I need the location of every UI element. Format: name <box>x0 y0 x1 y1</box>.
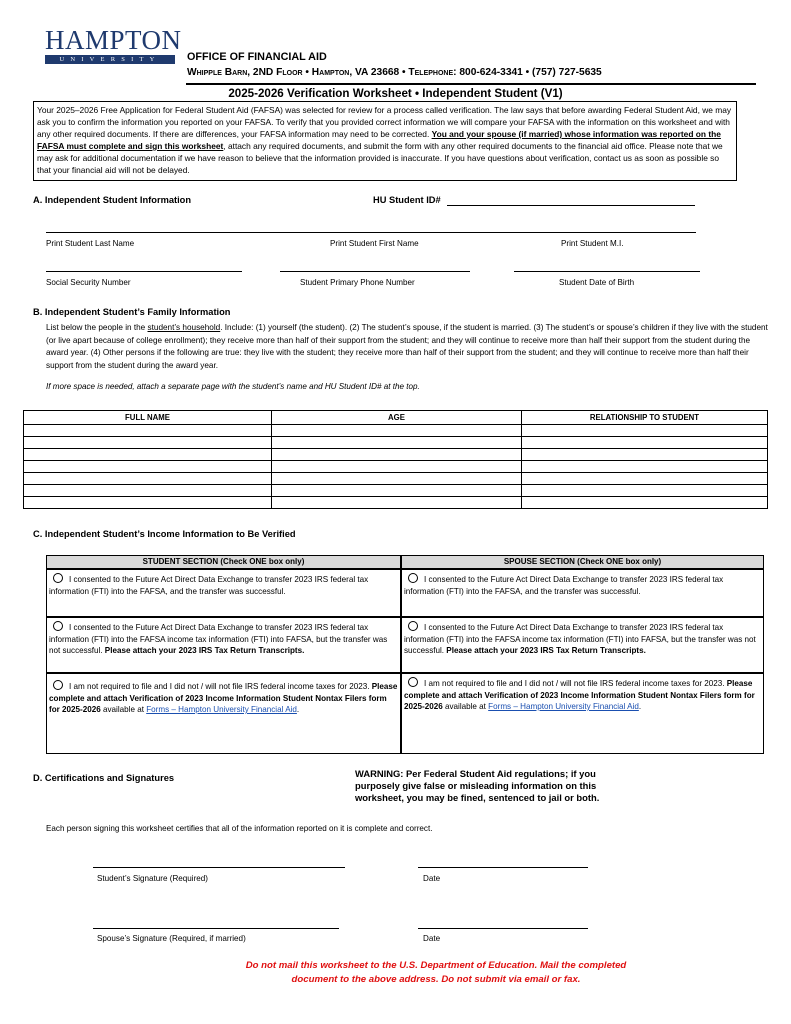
hu-id-label: HU Student ID# <box>373 195 441 205</box>
family-table <box>23 410 768 509</box>
first-name-label: Print Student First Name <box>330 239 419 248</box>
spouse-option-2-radio[interactable] <box>408 621 418 631</box>
student-option-2-radio[interactable] <box>53 621 63 631</box>
footer-line-2: document to the above address. Do not submit via email or fax. <box>291 974 581 985</box>
spouse-option-2-bold: Please attach your 2023 IRS Tax Return Transcripts. <box>446 646 646 655</box>
spouse-option-3-avail: available at <box>442 702 489 711</box>
spouse-option-3-radio[interactable] <box>408 677 418 687</box>
table-row[interactable] <box>24 473 768 485</box>
spouse-option-2-text: I consented to the Future Act Direct Data Exchange to transfer 2023 IRS federal tax information (FTI) into the FAFSA income tax information (FTI) into FAFSA, but the transfer was not successful. <box>404 623 756 655</box>
section-a-title: A. Independent Student Information <box>33 195 192 205</box>
student-option-3-text: I am not required to file and I did not / will not file IRS federal income taxes for 2023. <box>69 682 372 691</box>
student-date-label: Date <box>423 874 441 883</box>
table-row[interactable] <box>24 449 768 461</box>
dob-label: Student Date of Birth <box>559 278 635 287</box>
intro-bold: You and your spouse (if married) whose information was reported on the FAFSA must complete and sign this worksheet <box>37 129 721 151</box>
ssn-field[interactable] <box>46 271 242 272</box>
table-row[interactable] <box>24 461 768 473</box>
spouse-option-1-text: I consented to the Future Act Direct Data Exchange to transfer 2023 IRS federal tax information (FTI) into the FAFSA, and the transfer was successful. <box>404 575 724 596</box>
student-option-3-bold: Please complete and attach Verification of 2023 Income Information Student Nontax Filers form for 2025-2026 <box>49 682 398 714</box>
student-option-1-text: I consented to the Future Act Direct Data Exchange to transfer 2023 IRS federal tax information (FTI) into the FAFSA, and the transfer was successful. <box>49 575 369 596</box>
ssn-label: Social Security Number <box>46 278 131 287</box>
logo-name: HAMPTON <box>45 25 182 55</box>
col-relationship: RELATIONSHIP TO STUDENT <box>522 411 768 425</box>
phone-field[interactable] <box>280 271 470 272</box>
header-rule <box>186 83 756 85</box>
certify-text: Each person signing this worksheet certifies that all of the information reported on it is complete and correct. <box>46 824 433 833</box>
section-b-text: . Include: (1) yourself (the student). (2) The student’s spouse, if the student is married. (3) The student’s or spouse’s children if they live with the student (or live apart because of college enrollment); they receive more than half of their support from the student; and they will continue to receive more than half their support from the student during the award year. (4) Other persons if the following are true: they live with the student; they receive more than half of their support from the student; and they will continue to receive more than half their support from the student during the award year. <box>46 323 768 370</box>
footer-line-1: Do not mail this worksheet to the U.S. Department of Education. Mail the completed <box>245 960 627 971</box>
student-signature-label: Student’s Signature (Required) <box>97 874 208 883</box>
table-row[interactable] <box>24 485 768 497</box>
family-table-header <box>24 411 768 425</box>
hu-id-field[interactable] <box>447 205 695 206</box>
student-option-1[interactable] <box>46 569 401 617</box>
section-b-title: B. Independent Student’s Family Information <box>33 307 231 317</box>
logo-sub: UNIVERSITY <box>45 55 175 64</box>
student-forms-link[interactable]: Forms – Hampton University Financial Aid <box>146 705 297 714</box>
student-signature-field[interactable] <box>93 867 345 868</box>
section-b-note: If more space is needed, attach a separate page with the student’s name and HU Student ID# at the top. <box>46 382 420 391</box>
warning-text: WARNING: Per Federal Student Aid regulations; if you purposely give false or misleading information on this worksheet, you may be fined, sentenced to jail or both. <box>355 768 600 803</box>
student-section-header: STUDENT SECTION (Check ONE box only) <box>46 555 401 569</box>
office-name: OFFICE OF FINANCIAL AID <box>187 51 327 63</box>
student-option-3-avail: available at <box>100 705 147 714</box>
section-b-instructions <box>46 322 768 372</box>
last-name-label: Print Student Last Name <box>46 239 135 248</box>
page-title: 2025-2026 Verification Worksheet • Independent Student (V1) <box>228 87 563 100</box>
spouse-date-field[interactable] <box>418 928 588 929</box>
section-d-title: D. Certifications and Signatures <box>33 773 175 783</box>
spouse-option-3-end: . <box>638 702 642 711</box>
table-row[interactable] <box>24 497 768 509</box>
student-date-field[interactable] <box>418 867 588 868</box>
dob-field[interactable] <box>514 271 700 272</box>
student-option-2-text: I consented to the Future Act Direct Data Exchange to transfer 2023 IRS federal tax information (FTI) into the FAFSA income tax information (FTI) into FAFSA, but the transfer was not successful. <box>49 623 388 655</box>
intro-paragraph <box>33 101 737 181</box>
name-line[interactable] <box>46 232 696 233</box>
student-option-2-bold: Please attach your 2023 IRS Tax Return Transcripts. <box>104 646 305 655</box>
household-term: student’s household <box>147 323 221 332</box>
spouse-option-1-radio[interactable] <box>408 573 418 583</box>
student-option-3-end: . <box>296 705 300 714</box>
student-option-3[interactable] <box>46 673 401 754</box>
spouse-section-header: SPOUSE SECTION (Check ONE box only) <box>401 555 764 569</box>
table-row[interactable] <box>24 437 768 449</box>
student-option-2[interactable] <box>46 617 401 673</box>
spouse-date-label: Date <box>423 934 441 943</box>
table-row[interactable] <box>24 425 768 437</box>
section-b-lead: List below the people in the <box>46 323 148 332</box>
section-c-title: C. Independent Student’s Income Information to Be Verified <box>33 529 296 539</box>
spouse-option-2[interactable] <box>401 617 764 673</box>
col-full-name: FULL NAME <box>24 411 272 425</box>
student-option-3-radio[interactable] <box>53 680 63 690</box>
phone-label: Student Primary Phone Number <box>300 278 415 287</box>
spouse-forms-link[interactable]: Forms – Hampton University Financial Aid <box>488 702 639 711</box>
intro-text-2: , attach any required documents, and submit the form with any other required documents to the financial aid office. Please note that we may ask for additional documentation if we have reason to believe that the information provided is inaccurate. If you have questions about verification, contact us as soon as possible so that your financial aid will not be delayed. <box>37 141 723 175</box>
spouse-signature-field[interactable] <box>93 928 339 929</box>
spouse-option-3-text: I am not required to file and I did not / will not file IRS federal income taxes for 2023. <box>424 679 727 688</box>
intro-text-1: Your 2025–2026 Free Application for Federal Student Aid (FAFSA) was selected for review for a process called verification. The law says that before awarding Federal Student Aid, we may ask you to confirm the information you reported on your FAFSA. To verify that you provided correct information we will compare your FAFSA with the information on this worksheet and with any other required documents. If there are differences, your FAFSA information may need to be corrected. <box>37 105 732 139</box>
spouse-option-3[interactable] <box>401 673 764 754</box>
mi-label: Print Student M.I. <box>561 239 624 248</box>
hampton-logo <box>45 25 182 64</box>
col-age: AGE <box>272 411 522 425</box>
student-option-1-radio[interactable] <box>53 573 63 583</box>
spouse-option-1[interactable] <box>401 569 764 617</box>
office-address: Whipple Barn, 2ND Floor • Hampton, VA 23668 • Telephone: 800-624-3341 • (757) 727-5635 <box>187 67 602 78</box>
spouse-option-3-bold: Please complete and attach Verification of 2023 Income Information Student Nontax Filers form for 2025-2026 <box>404 679 755 711</box>
spouse-signature-label: Spouse’s Signature (Required, if married) <box>97 934 246 943</box>
